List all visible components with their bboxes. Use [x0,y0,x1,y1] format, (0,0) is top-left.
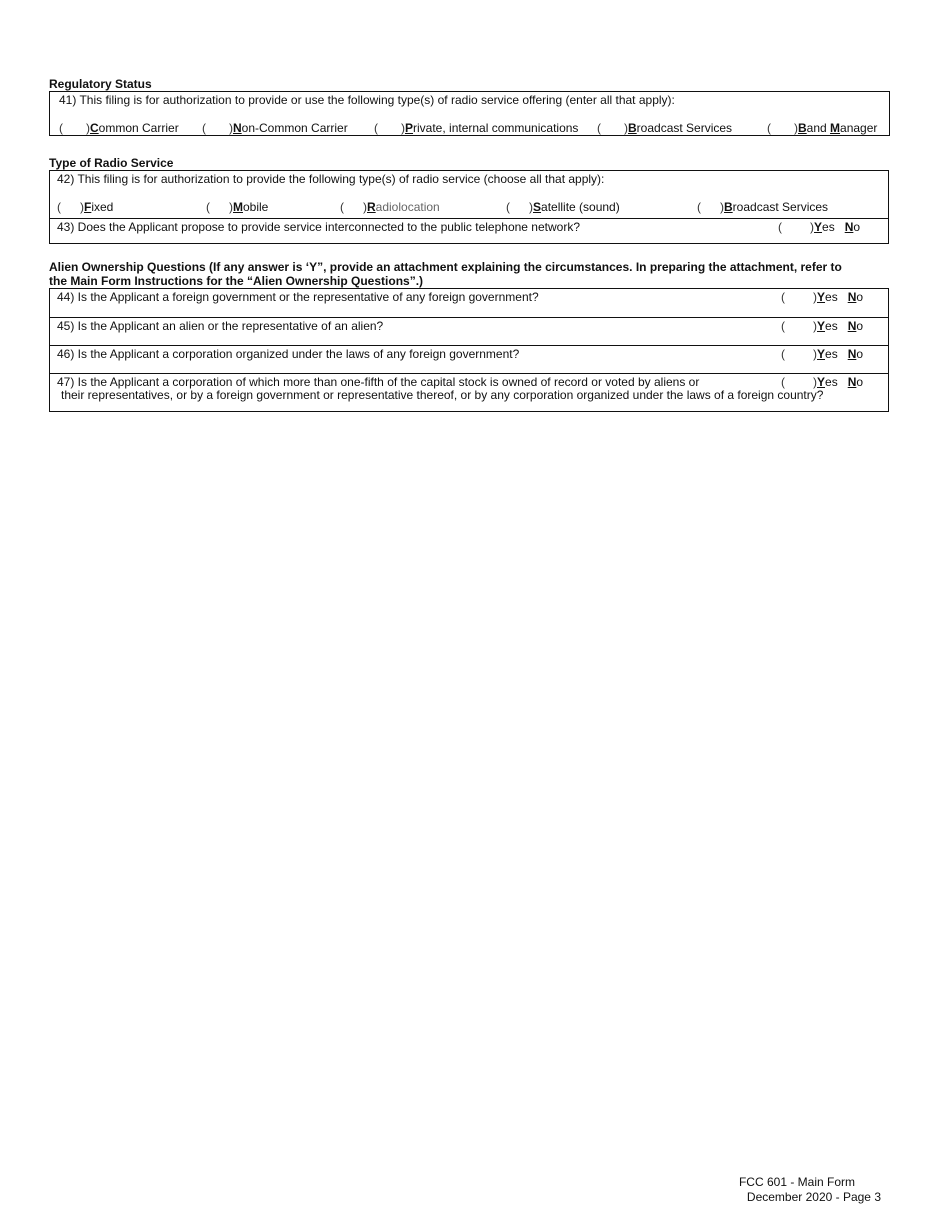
option-hotkey: N [233,121,242,135]
option-label: roadcast Services [732,200,829,214]
no-label: o [856,375,864,389]
paren-close: ) [813,375,817,389]
row-divider [49,218,889,219]
no-label: o [853,220,861,234]
question-41: 41) This filing is for authorization to provide or use the following type(s) of radio service offering (enter all that apply): [59,93,675,107]
radio-service-heading: Type of Radio Service [49,156,174,170]
option-non-common-carrier[interactable] [202,121,348,135]
paren-open: ( [202,121,206,135]
no-hotkey: N [847,319,857,333]
paren-close: ) [80,200,84,214]
yes-hotkey: Y [817,347,826,361]
option-label: ixed [91,200,114,214]
option-hotkey: C [90,121,99,135]
yes-label: es [825,290,838,304]
option-hotkey: M [233,200,243,214]
yes-hotkey: Y [817,290,826,304]
paren-close: ) [813,347,817,361]
option-label: atellite (sound) [541,200,620,214]
option-radiolocation[interactable] [340,200,440,214]
option-label: roadcast Services [636,121,733,135]
paren-open: ( [340,200,344,214]
footer-date-page: December 2020 - Page 3 [746,1190,881,1204]
question-42: 42) This filing is for authorization to provide the following type(s) of radio service (choose all that apply): [57,172,605,186]
paren-close: ) [529,200,533,214]
yes-hotkey: Y [817,319,826,333]
option-label: on-Common Carrier [241,121,348,135]
option-satellite-sound[interactable] [506,200,620,214]
yes-label: es [825,347,838,361]
paren-close: ) [794,121,798,135]
option-label: obile [243,200,269,214]
paren-open: ( [781,375,785,389]
option-hotkey: M [830,121,841,135]
no-hotkey: N [844,220,854,234]
question-45: 45) Is the Applicant an alien or the representative of an alien? [57,319,384,333]
option-hotkey: F [84,200,92,214]
paren-close: ) [229,121,233,135]
no-label: o [856,347,864,361]
paren-close: ) [810,220,814,234]
paren-open: ( [778,220,782,234]
paren-close: ) [813,290,817,304]
option-fixed[interactable] [57,200,113,214]
paren-open: ( [697,200,701,214]
option-label: rivate, internal communications [413,121,579,135]
yes-no-43[interactable] [778,220,860,234]
alien-ownership-heading-line1: Alien Ownership Questions (If any answer is ‘Y”, provide an attachment explaining the circumstances. In preparing the attachment, refer to [49,260,842,274]
option-broadcast-services-42[interactable] [697,200,828,214]
option-mobile[interactable] [206,200,268,214]
question-44: 44) Is the Applicant a foreign government or the representative of any foreign government? [57,290,539,304]
option-band-manager[interactable] [767,121,877,135]
yes-hotkey: Y [817,375,826,389]
option-label: anager [840,121,878,135]
yes-no-46[interactable] [781,347,863,361]
paren-close: ) [229,200,233,214]
question-47-line2: their representatives, or by a foreign government or representative thereof, or by any corporation organized under the laws of a foreign country? [61,388,824,402]
yes-label: es [825,319,838,333]
no-hotkey: N [847,347,857,361]
option-broadcast-services-41[interactable] [597,121,732,135]
paren-open: ( [374,121,378,135]
row-divider [49,345,889,346]
paren-open: ( [59,121,63,135]
no-hotkey: N [847,290,857,304]
option-common-carrier[interactable] [59,121,179,135]
option-hotkey: S [533,200,542,214]
option-hotkey: B [798,121,807,135]
row-divider [49,317,889,318]
paren-open: ( [506,200,510,214]
question-47-line1: 47) Is the Applicant a corporation of which more than one-fifth of the capital stock is owned of record or voted by aliens or [57,375,700,389]
yes-label: es [825,375,838,389]
option-label: ommon Carrier [98,121,179,135]
row-divider [49,373,889,374]
option-label: adiolocation [375,200,440,214]
yes-no-47[interactable] [781,375,863,389]
paren-open: ( [597,121,601,135]
paren-close: ) [363,200,367,214]
question-43: 43) Does the Applicant propose to provide service interconnected to the public telephone network? [57,220,580,234]
alien-ownership-heading-line2: the Main Form Instructions for the “Alien Ownership Questions”.) [49,274,424,288]
yes-no-44[interactable] [781,290,863,304]
regulatory-status-heading: Regulatory Status [49,77,152,91]
yes-hotkey: Y [814,220,823,234]
no-label: o [856,319,864,333]
question-46: 46) Is the Applicant a corporation organized under the laws of any foreign government? [57,347,520,361]
option-hotkey: B [724,200,733,214]
paren-close: ) [720,200,724,214]
paren-open: ( [781,319,785,333]
no-hotkey: N [847,375,857,389]
no-label: o [856,290,864,304]
paren-open: ( [767,121,771,135]
option-hotkey: P [405,121,414,135]
yes-no-45[interactable] [781,319,863,333]
footer-form-name: FCC 601 - Main Form [738,1175,855,1189]
paren-close: ) [624,121,628,135]
option-hotkey: B [628,121,637,135]
paren-close: ) [813,319,817,333]
yes-label: es [822,220,835,234]
paren-close: ) [86,121,90,135]
option-private-internal[interactable] [374,121,578,135]
paren-open: ( [57,200,61,214]
option-hotkey: R [367,200,376,214]
option-label: and [806,121,831,135]
paren-close: ) [401,121,405,135]
paren-open: ( [781,347,785,361]
paren-open: ( [206,200,210,214]
paren-open: ( [781,290,785,304]
